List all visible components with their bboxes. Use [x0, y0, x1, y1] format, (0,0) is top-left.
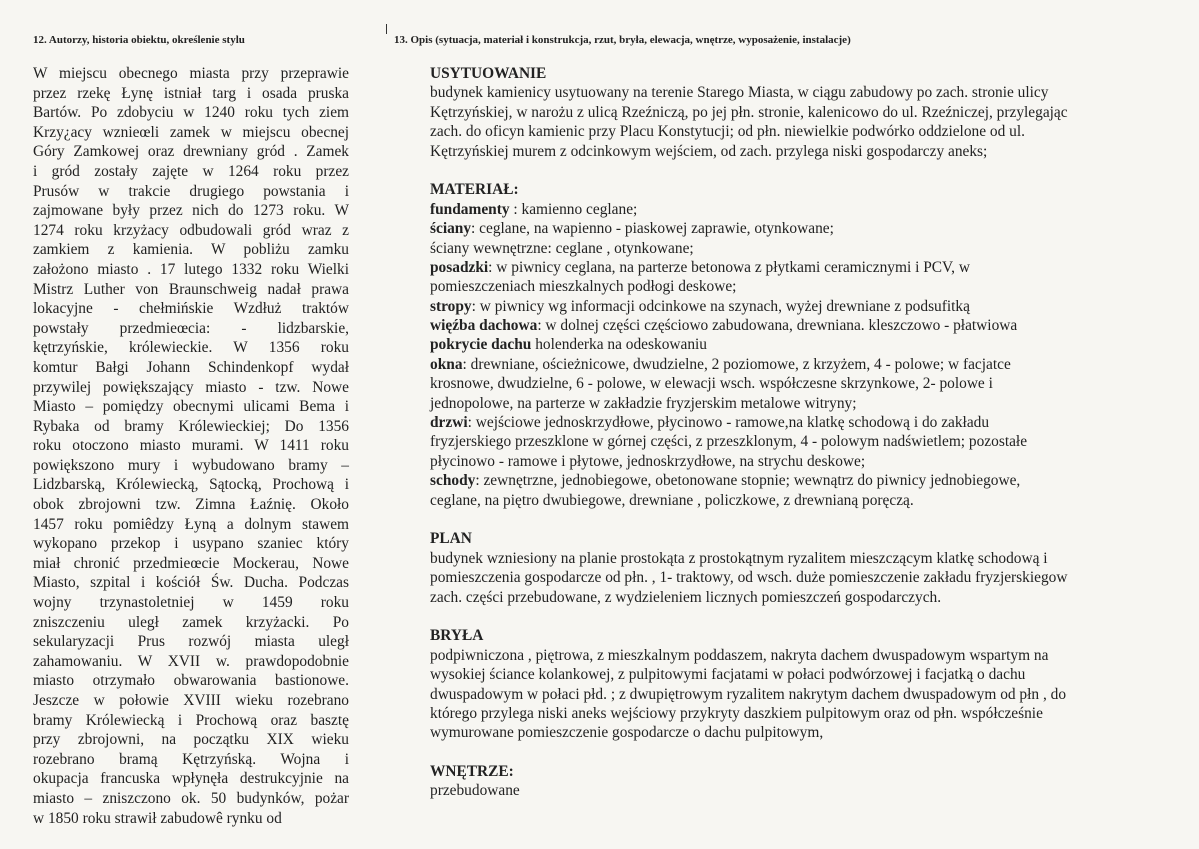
history-text-line: W miejscu obecnego miasta przy przeprawie [33, 65, 349, 82]
history-text-line: miał chronić przedmieœcie Mockerau, Nowe [33, 554, 349, 572]
plan-line: pomieszczenia gospodarcze od płn. , 1- traktowy, od wsch. duże pomieszczenie zakładu fryzjerskiegow [430, 569, 1068, 587]
plan-line: budynek wzniesiony na planie prostokąta z prostokątnym ryzalitem mieszczącym klatkę schodową i [430, 549, 1048, 567]
history-text-line: w 1850 roku strawił zabudowê rynku od [33, 809, 282, 827]
material-posadzki-cont: pomieszczeniach mieszkalnych podłogi deskowe; [430, 278, 737, 296]
material-fundamenty: fundamenty : kamiennо ceglane; [430, 200, 638, 218]
history-text-line: przez rzekę Łynę istniał targ i osada pruska [33, 84, 349, 102]
history-text-line: miasto otrzymało obwarowania bastionowe. [33, 672, 349, 690]
material-wiezba: więźba dachowa: w dolnej części częściowo zabudowana, drewniana. kleszczowo - płatwiowa [430, 317, 1018, 335]
bryla-line: którego przylega niski aneks wejściowy przykryty daszkiem pulpitowym oraz od płn. współcześnie [430, 704, 1043, 722]
material-okna: okna: drewniane, ościeżnicowe, dwudzielne, 2 poziomowe, z krzyżem, 4 - polowe; w facjatce [430, 355, 1011, 373]
plan-line: zach. części przebudowane, z wydzieleniem licznych pomieszczeń gospodarczych. [430, 588, 942, 606]
material-schody-cont: ceglane, na piętro dwubiegowe, drewniane , policzkowe, z drewnianą poręczą. [430, 491, 914, 509]
bryla-line: wysokiej ściance kolankowej, z pulpitowymi facjatami w połaci podwórzowej i facjatką o dachu [430, 666, 1026, 684]
history-text-line: zniszczeniu uległ zamek krzyżacki. Po [33, 613, 349, 631]
history-text-line: Prusów w trakcie drugiego powstania i [33, 182, 349, 200]
description-column [430, 64, 1170, 801]
history-text-line: zajmowane były przez nich do 1273 roku. W [33, 202, 349, 220]
left-section-header: 12. Autorzy, historia obiektu, określenie stylu [33, 34, 245, 46]
history-text-line: powiększono mury i wybudowano bramy – [33, 456, 349, 474]
bryla-line: wymurowane pomieszczenie gospodarcze o dachu pulpitowym, [430, 724, 824, 742]
history-text-line: założono miasto . 17 lutego 1332 roku Wielki [33, 260, 349, 278]
history-text-line: obok zbrojowni tzw. Zimna Łaźnię. Około [33, 496, 349, 514]
history-text-line: Lidzbarską, Królewiecką, Sątocką, Prochową i [33, 476, 349, 494]
history-text-line: komtur Bałgi Johann Schindenkopf wydał [33, 358, 349, 376]
history-text-line: miasto – zniszczono ok. 50 budynków, pożar [33, 789, 349, 807]
history-text-line: powstały przedmieœcia: - lidzbarskie, [33, 319, 349, 337]
section-title-bryla: BRYŁA [430, 627, 484, 645]
wnetrze-line: przebudowane [430, 782, 520, 800]
section-title-wnetrze: WNĘTRZE: [430, 763, 514, 781]
history-text-line: okupacja francuska wpłynęła destrukcyjnie na [33, 770, 349, 788]
history-text-line: Bartów. Po zdobyciu w 1240 roku tych ziem [33, 104, 349, 122]
history-text-line: rozebrano bramą Kętrzyńską. Wojna i [33, 750, 349, 768]
history-text-line: Krzy¿acy wznieœli zamek w miejscu obecnej [33, 123, 349, 141]
history-text-line: 1457 roku pomiêdzy Łyną a dolnym stawem [33, 515, 349, 533]
history-text-line: Mistrz Luther von Braunschweig nadał prawa [33, 280, 349, 298]
material-stropy: stropy: w piwnicy wg informacji odcinkowe na szynach, wyżej drewniane z podsufitką [430, 297, 970, 315]
history-text-line: Miasto, szpital i kościół Św. Ducha. Podczas [33, 574, 349, 592]
history-text-line: sekularyzacji Prus rozwój miasta uległ [33, 633, 349, 651]
history-text-line: zahamowaniu. W XVII w. prawdopodobnie [33, 652, 349, 670]
material-posadzki: posadzki: w piwnicy ceglana, na parterze betonowa z płytkami ceramicznymi i PCV, w [430, 258, 970, 276]
section-title-usytuowanie: USYTUOWANIE [430, 65, 547, 82]
material-schody: schody: zewnętrzne, jednobiegowe, obetonowane stopnie; wewnątrz do piwnicy jednobiegowe, [430, 472, 1021, 490]
usytuowanie-line: budynek kamienicy usytuowany na terenie Starego Miasta, w ciągu zabudowy po zach. stronie ulicy [430, 84, 1049, 102]
history-text-line: lokacyjne - chełmińskie Wzdłuż traktów [33, 300, 349, 318]
history-text-line: wykopano przekop i usypano szaniec który [33, 535, 349, 553]
history-text-line: roku otoczono miasto murami. W 1411 roku [33, 437, 349, 455]
history-text-line: 1274 roku krzyżacy odbudowali gród wraz z [33, 221, 349, 239]
history-text-line: Jeszcze w połowie XVIII wieku rozebrano [33, 692, 349, 709]
material-okna-cont: krosnowe, dwudzielne, 6 - polowe, w elewacji wsch. współczesne skrzynkowe, 2- polowe i [430, 375, 993, 393]
material-drzwi: drzwi: wejściowe jednoskrzydłowe, płycinowo - ramowe,na klatkę schodową i do zakładu [430, 414, 990, 432]
material-sciany: ściany: ceglane, na wapienno - piaskowej zaprawie, otynkowane; [430, 220, 834, 238]
history-text-line: wojny trzynastoletniej w 1459 roku [33, 594, 349, 612]
history-text-line: i gród zostały zajęte w 1264 roku przez [33, 162, 349, 180]
material-sciany-wewnetrzne: ściany wewnętrzne: ceglane , otynkowane; [430, 239, 694, 257]
history-text-line: przywilej powiększający miasto - tzw. Nowe [33, 378, 349, 396]
material-pokrycie: pokrycie dachu holenderka na odeskowaniu [430, 336, 707, 354]
material-drzwi-cont: fryzjerskiego przeszklone w górnej części, z przeszklonym, 4 - polowym nadświetlem; pozostałe [430, 433, 1028, 451]
bryla-line: dwuspadowym w połaci płd. ; z dwupiętrowym ryzalitem nakrytym dachem dwuspadowym od płn , do [430, 685, 1067, 703]
history-text-line: przy zbrojowni, na początku XIX wieku [33, 731, 349, 749]
history-text-line: Rybaka od bramy Królewieckiej; Do 1356 [33, 417, 349, 435]
history-text-line: kętrzyńskie, królewieckie. W 1356 roku [33, 339, 349, 357]
material-drzwi-cont: płycinowo - ramowe i płytowe, jednoskrzydłowe, na strychu deskowe; [430, 452, 866, 470]
bryla-line: podpiwniczona , piętrowa, z mieszkalnym poddaszem, nakryta dachem dwuspadowym wspartym na [430, 646, 1049, 664]
section-title-plan: PLAN [430, 530, 472, 548]
section-title-material: MATERIAŁ: [430, 181, 519, 199]
material-okna-cont: jednopolowe, na parterze w zakładzie fryzjerskim metalowe witryny; [430, 394, 857, 412]
right-section-header: 13. Opis (sytuacja, materiał i konstrukcja, rzut, bryła, elewacja, wnętrze, wyposażenie, instalacje) [394, 34, 851, 46]
history-text-line: zamkiem z kamienia. W pobliżu zamku [33, 241, 349, 259]
history-text-line: Góry Zamkowej oraz drewniany gród . Zamek [33, 143, 349, 161]
usytuowanie-line: Kętrzyńskiej murem z odcinkowym wejściem, od zach. przylega niski gospodarczy aneks; [430, 142, 988, 160]
column-divider-mark [386, 24, 387, 34]
history-text-column [33, 64, 349, 828]
usytuowanie-line: zach. do oficyn kamienic przy Placu Konstytucji; od płn. niewielkie podwórko oddzielone od ul. [430, 123, 1025, 141]
usytuowanie-line: Kętrzyńskiej, w narożu z ulicą Rzeźniczą, po jej płn. stronie, kalenicowo do ul. Rzeźniczej, przylegając [430, 103, 1068, 121]
history-text-line: bramy Królewiecką i Prochową oraz basztę [33, 711, 349, 729]
history-text-line: Miasto – pomiędzy obecnymi ulicami Bema i [33, 398, 349, 416]
